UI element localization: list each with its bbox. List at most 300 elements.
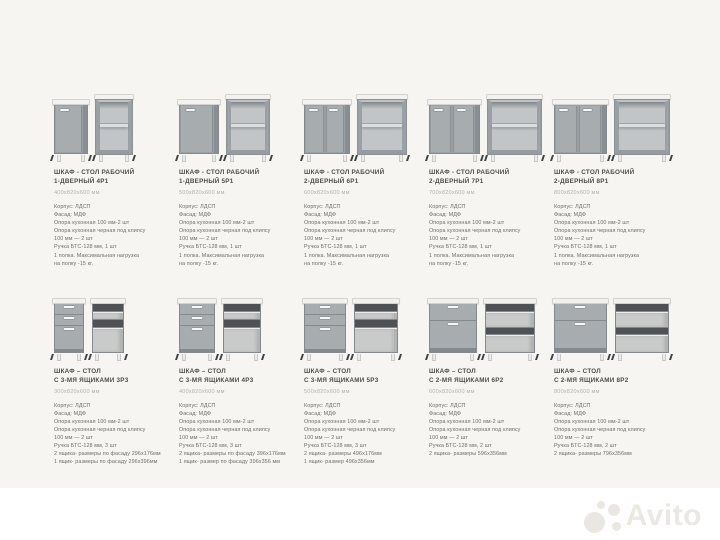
product-spec-line: Корпус: ЛДСП: [54, 203, 91, 210]
drawer-pulled-front: [486, 312, 534, 328]
cabinet-foot: [269, 155, 273, 161]
product-spec-line: Фасад: МДФ: [304, 211, 337, 218]
cabinet-foot: [124, 354, 128, 360]
cabinet-closed-figure: [429, 298, 477, 361]
product-title: [304, 367, 419, 386]
door-handle-icon: [559, 109, 568, 111]
drawer-handle-icon: [64, 306, 75, 308]
product-dimensions: 600х820х600 мм: [304, 189, 350, 196]
cabinet-side-panel: [83, 105, 87, 153]
cabinet-door: [431, 106, 451, 152]
cabinet-legs: [304, 353, 346, 361]
product-specs: [554, 402, 669, 459]
cabinet-leg: [230, 155, 234, 162]
cabinet-open-figure: [354, 298, 398, 361]
product-card: [179, 85, 294, 268]
drawer-front: [555, 304, 606, 320]
cabinet-legs: [615, 154, 669, 162]
cabinet-leg: [399, 155, 403, 162]
product-title-line2: С 3-МЯ ЯЩИКАМИ 5Р3: [304, 377, 379, 385]
cabinet-legs: [223, 353, 261, 361]
product-card: [304, 284, 419, 467]
cabinet-door: [326, 106, 345, 152]
product-spec-line: Опора кухонная черная под клипсу: [304, 228, 396, 235]
product-spec-line: на полку -15 кг.: [304, 260, 344, 267]
product-spec-line: Опора кухонная черная под клипсу: [54, 228, 146, 235]
door-handle-icon: [329, 109, 338, 111]
cabinet-leg: [662, 155, 666, 162]
product-title: [429, 367, 544, 386]
drawer-front: [430, 321, 476, 348]
cabinet-leg: [262, 155, 266, 162]
cabinet-legs: [354, 353, 398, 361]
cabinet-foot: [669, 155, 673, 161]
product-card: [554, 284, 669, 467]
cabinet-leg: [117, 354, 121, 361]
product-spec-line: Опора кухонная черная под клипсу: [179, 426, 271, 433]
cabinet-foot: [223, 155, 227, 161]
product-spec-line: 100 мм — 2 шт: [429, 435, 468, 442]
drawer-pulled-front: [224, 312, 260, 320]
product-spec-line: Ручка БТС-128 мм, 1 шт: [179, 244, 242, 251]
cabinet-leg: [432, 354, 436, 361]
product-card: [554, 85, 669, 268]
cabinet-legs: [554, 154, 607, 162]
product-spec-line: 2 ящика- размеры 796х356мм: [554, 451, 632, 458]
product-spec-line: Опора кухонная черная под клипсу: [179, 228, 271, 235]
cabinet-foot: [261, 354, 265, 360]
cabinet-open-figure: [615, 298, 669, 361]
cabinet-open-figure: [96, 94, 132, 162]
drawer-opening: [93, 304, 123, 311]
drawer-opening: [93, 320, 123, 327]
cabinet-leg: [182, 354, 186, 361]
cabinet-closed-figure: [54, 99, 88, 162]
drawer-opening: [616, 304, 668, 311]
product-title-line2: 2-ДВЕРНЫЙ 7Р1: [429, 178, 484, 186]
cabinet-leg: [254, 354, 258, 361]
drawer-pulled-front: [224, 328, 260, 351]
product-title-line2: С 3-МЯ ЯЩИКАМИ 3Р3: [54, 377, 129, 385]
drawer-front: [430, 304, 476, 320]
product-spec-line: 1 полка. Максимальная нагрузка: [554, 252, 640, 259]
drawer-opening: [486, 328, 534, 334]
product-spec-line: Корпус: ЛДСП: [304, 402, 341, 409]
product-card: [429, 284, 544, 467]
cabinet-closed-figure: [179, 298, 215, 361]
product-spec-line: 100 мм — 2 шт: [304, 435, 343, 442]
cabinet-leg: [600, 155, 604, 162]
product-card: [179, 284, 294, 467]
cabinet-leg: [339, 354, 343, 361]
product-title: [54, 168, 169, 187]
product-spec-line: Опора кухонная черная под клипсу: [54, 426, 146, 433]
drawer-front: [55, 326, 83, 349]
product-spec-line: Ручка БТС-128 мм, 2 шт: [429, 443, 492, 450]
cabinet-open-figure: [358, 94, 406, 162]
cabinet-carcass: [488, 100, 541, 154]
drawer-opening: [616, 328, 668, 334]
cabinet-leg: [182, 155, 186, 162]
product-title: [304, 168, 419, 187]
product-dimensions: 600х820х600 мм: [429, 388, 475, 395]
product-spec-line: Фасад: МДФ: [429, 211, 462, 218]
drawer-handle-icon: [64, 328, 75, 330]
product-spec-line: 1 ящик- размер по фасаду 396х356 мм: [179, 459, 281, 466]
cabinet-leg: [57, 155, 61, 162]
cabinet-legs: [485, 353, 535, 361]
cabinet-carcass: [227, 100, 269, 154]
cabinet-body: [554, 105, 607, 154]
product-spec-line: 1 полка. Максимальная нагрузка: [429, 252, 515, 259]
drawer-opening: [224, 304, 260, 311]
product-spec-line: Опора кухонная 100 мм-2 шт: [304, 220, 380, 227]
product-spec-line: Ручка БТС-128 мм, 1 шт: [304, 244, 367, 251]
cabinet-closed-figure: [54, 298, 84, 361]
cabinet-open-figure: [485, 298, 535, 361]
product-specs: [54, 402, 169, 467]
cabinet-open-figure: [223, 298, 261, 361]
drawer-stack: [429, 304, 477, 353]
cabinet-legs: [179, 353, 215, 361]
cabinet-leg: [618, 354, 622, 361]
drawer-pulled-front: [616, 312, 668, 328]
cabinet-shelf: [231, 123, 265, 127]
drawer-handle-icon: [64, 317, 75, 319]
cabinet-legs: [179, 154, 219, 162]
product-specs: [554, 203, 669, 268]
product-title-line1: ШКАФ - СТОЛ РАБОЧИЙ: [429, 169, 510, 176]
avito-watermark: [584, 499, 702, 533]
cabinet-leg: [361, 155, 365, 162]
product-specs: [304, 203, 419, 268]
product-spec-line: Опора кухонная 100 мм-2 шт: [54, 418, 130, 425]
cabinet-shelf: [362, 123, 402, 127]
product-spec-line: Фасад: МДФ: [554, 410, 587, 417]
cabinet-foot: [219, 354, 223, 360]
product-dimensions: 500х820х600 мм: [304, 388, 350, 395]
cabinet-legs: [358, 154, 406, 162]
cabinet-leg: [618, 155, 622, 162]
drawer-handle-icon: [320, 306, 331, 308]
product-spec-line: 2 ящика- размеры 496х176мм: [304, 451, 382, 458]
cabinet-foot: [354, 155, 358, 161]
cabinet-open-figure: [488, 94, 541, 162]
drawer-stack: [54, 304, 84, 353]
cabinet-foot: [611, 155, 615, 161]
product-spec-line: 100 мм — 2 шт: [554, 435, 593, 442]
product-title-line1: ШКАФ - СТОЛ РАБОЧИЙ: [179, 169, 260, 176]
footer-band: [0, 488, 720, 540]
product-spec-line: 100 мм — 2 шт: [304, 236, 343, 243]
cabinet-foot: [50, 155, 54, 161]
product-spec-line: Опора кухонная 100 мм-2 шт: [554, 220, 630, 227]
door-handle-icon: [186, 109, 195, 111]
cabinet-foot: [607, 155, 611, 161]
product-spec-line: на полку -15 кг.: [179, 260, 219, 267]
avito-logo-icon: [584, 500, 621, 533]
product-spec-line: Фасад: МДФ: [554, 211, 587, 218]
cabinet-foot: [300, 354, 304, 360]
door-handle-icon: [309, 109, 318, 111]
product-dimensions: 300х820х600 мм: [54, 388, 100, 395]
product-spec-line: Опора кухонная 100 мм-2 шт: [179, 220, 255, 227]
cabinet-legs: [96, 154, 132, 162]
product-spec-line: Корпус: ЛДСП: [554, 402, 591, 409]
product-spec-line: Опора кухонная 100 мм-2 шт: [429, 418, 505, 425]
cabinet-leg: [307, 155, 311, 162]
product-spec-line: Опора кухонная 100 мм-2 шт: [429, 220, 505, 227]
cabinet-open-figure: [227, 94, 269, 162]
cabinet-legs: [488, 154, 541, 162]
product-title: [179, 168, 294, 187]
product-spec-line: Опора кухонная черная под клипсу: [554, 426, 646, 433]
product-title-line1: ШКАФ - СТОЛ РАБОЧИЙ: [54, 169, 135, 176]
product-spec-line: 1 ящик- размер 496х356мм: [304, 459, 375, 466]
product-spec-line: Корпус: ЛДСП: [179, 402, 216, 409]
product-spec-line: Опора кухонная черная под клипсу: [304, 426, 396, 433]
cabinet-legs: [227, 154, 269, 162]
cabinet-foot: [175, 155, 179, 161]
product-spec-line: Корпус: ЛДСП: [179, 203, 216, 210]
cabinet-carcass: [96, 100, 132, 154]
product-spec-line: Опора кухонная черная под клипсу: [429, 426, 521, 433]
product-dimensions: 700х820х600 мм: [429, 189, 475, 196]
product-title-line1: ШКАФ - СТОЛ РАБОЧИЙ: [554, 169, 635, 176]
product-spec-line: 1 полка. Максимальная нагрузка: [54, 252, 140, 259]
product-spec-line: Опора кухонная 100 мм-2 шт: [554, 418, 630, 425]
product-illustration: [304, 85, 419, 162]
cabinet-leg: [491, 155, 495, 162]
product-card: [304, 85, 419, 268]
product-spec-line: Корпус: ЛДСП: [429, 203, 466, 210]
cabinet-foot: [550, 354, 554, 360]
product-spec-line: 2 ящика- размеры по фасаду 396х176мм: [179, 451, 286, 458]
door-handle-icon: [434, 109, 443, 111]
drawer-handle-icon: [448, 306, 459, 308]
cabinet-leg: [557, 155, 561, 162]
cabinet-leg: [226, 354, 230, 361]
drawer-handle-icon: [192, 306, 203, 308]
drawer-handle-icon: [320, 317, 331, 319]
product-title-line2: 1-ДВЕРНЫЙ 5Р1: [179, 178, 234, 186]
product-spec-line: Ручка БТС-128 мм, 1 шт: [54, 244, 117, 251]
cabinet-leg: [662, 354, 666, 361]
product-title-line2: С 2-МЯ ЯЩИКАМИ 6Р2: [429, 377, 504, 385]
drawer-handle-icon: [575, 323, 586, 325]
cabinet-foot: [425, 155, 429, 161]
drawer-front: [555, 321, 606, 348]
cabinet-foot: [535, 354, 539, 360]
cabinet-leg: [557, 354, 561, 361]
cabinet-legs: [429, 353, 477, 361]
cabinet-foot: [481, 354, 485, 360]
door-handle-icon: [583, 109, 592, 111]
product-title-line1: ШКАФ – СТОЛ: [54, 367, 101, 375]
product-spec-line: 1 полка. Максимальная нагрузка: [179, 252, 265, 259]
cabinet-closed-figure: [554, 99, 607, 162]
cabinet-foot: [50, 354, 54, 360]
cabinet-leg: [81, 155, 85, 162]
cabinet-open-figure: [615, 94, 669, 162]
product-dimensions: 800х820х600 мм: [554, 388, 600, 395]
product-spec-line: 100 мм — 2 шт: [554, 236, 593, 243]
product-spec-line: 100 мм — 2 шт: [429, 236, 468, 243]
product-spec-line: Корпус: ЛДСП: [304, 203, 341, 210]
cabinet-shelf: [492, 123, 537, 127]
product-spec-line: 2 ящика- размеры 596х356мм: [429, 451, 507, 458]
cabinet-body: [54, 105, 88, 154]
cabinet-foot: [300, 155, 304, 161]
drawer-stack: [92, 304, 124, 353]
avito-wordmark: Avito: [625, 499, 702, 532]
cabinet-leg: [77, 354, 81, 361]
drawer-front: [305, 315, 345, 325]
cabinet-leg: [473, 155, 477, 162]
product-illustration: [429, 85, 544, 162]
product-spec-line: Ручка БТС-128 мм, 3 шт: [54, 443, 117, 450]
cabinet-carcass: [615, 100, 669, 154]
cabinet-leg: [307, 354, 311, 361]
cabinet-legs: [615, 353, 669, 361]
drawer-stack: [615, 304, 669, 353]
cabinet-leg: [470, 354, 474, 361]
cabinet-side-panel: [345, 105, 349, 153]
product-spec-line: Фасад: МДФ: [179, 211, 212, 218]
cabinet-closed-figure: [429, 99, 480, 162]
product-illustration: [554, 85, 669, 162]
cabinet-leg: [488, 354, 492, 361]
product-card: [429, 85, 544, 268]
drawer-pulled-front: [616, 335, 668, 352]
cabinet-open-figure: [92, 298, 124, 361]
product-title-line2: 2-ДВЕРНЫЙ 6Р1: [304, 178, 359, 186]
cabinet-shelf: [619, 123, 665, 127]
product-illustration: [179, 284, 294, 361]
product-title-line2: 1-ДВЕРНЫЙ 4Р1: [54, 178, 109, 186]
product-dimensions: 400х820х600 мм: [179, 388, 225, 395]
drawer-handle-icon: [320, 328, 331, 330]
drawer-front: [305, 304, 345, 314]
cabinet-side-panel: [214, 105, 218, 153]
drawer-stack: [485, 304, 535, 353]
drawer-opening: [486, 304, 534, 311]
product-title-line2: С 3-МЯ ЯЩИКАМИ 4Р3: [179, 377, 254, 385]
product-title-line1: ШКАФ – СТОЛ: [554, 367, 601, 375]
cabinet-legs: [304, 154, 350, 162]
product-illustration: [54, 284, 169, 361]
product-spec-line: Опора кухонная 100 мм-2 шт: [304, 418, 380, 425]
cabinet-leg: [208, 354, 212, 361]
product-spec-line: Фасад: МДФ: [179, 410, 212, 417]
cabinet-leg: [528, 354, 532, 361]
drawer-pulled-front: [93, 328, 123, 351]
product-spec-line: Ручка БТС-128 мм, 3 шт: [179, 443, 242, 450]
cabinet-foot: [669, 354, 673, 360]
product-spec-line: 100 мм — 2 шт: [179, 435, 218, 442]
product-title-line2: С 2-МЯ ЯЩИКАМИ 8Р2: [554, 377, 629, 385]
drawer-pulled-front: [93, 312, 123, 320]
product-spec-line: Ручка БТС-128 мм, 1 шт: [429, 244, 492, 251]
product-illustration: [304, 284, 419, 361]
cabinet-foot: [406, 155, 410, 161]
cabinet-legs: [54, 154, 88, 162]
cabinet-closed-figure: [554, 298, 607, 361]
cabinet-body: [304, 105, 350, 154]
product-specs: [179, 402, 294, 467]
product-spec-line: Ручка БТС-128 мм, 3 шт: [304, 443, 367, 450]
cabinet-closed-figure: [179, 99, 219, 162]
cabinet-leg: [57, 354, 61, 361]
cabinet-leg: [391, 354, 395, 361]
product-title: [554, 367, 669, 386]
product-illustration: [179, 85, 294, 162]
drawer-handle-icon: [192, 317, 203, 319]
cabinet-legs: [554, 353, 607, 361]
cabinet-leg: [432, 155, 436, 162]
cabinet-door: [579, 106, 601, 152]
product-spec-line: 100 мм — 2 шт: [179, 236, 218, 243]
cabinet-leg: [600, 354, 604, 361]
cabinet-leg: [343, 155, 347, 162]
cabinet-foot: [607, 354, 611, 360]
drawer-front: [305, 326, 345, 349]
product-spec-line: 2 ящика- размеры по фасаду 296х176мм: [54, 451, 161, 458]
product-spec-line: Корпус: ЛДСП: [429, 402, 466, 409]
cabinet-foot: [425, 354, 429, 360]
cabinet-door: [306, 106, 324, 152]
drawer-opening: [355, 320, 397, 327]
product-spec-line: 1 ящик- размеры по фасаду 296х396мм: [54, 459, 158, 466]
drawer-handle-icon: [192, 328, 203, 330]
cabinet-foot: [92, 155, 96, 161]
drawer-front: [180, 326, 214, 349]
cabinet-door: [181, 106, 213, 152]
cabinet-foot: [484, 155, 488, 161]
cabinet-foot: [132, 155, 136, 161]
product-specs: [429, 402, 544, 459]
cabinet-carcass: [358, 100, 406, 154]
cabinet-foot: [611, 354, 615, 360]
product-spec-line: Фасад: МДФ: [54, 211, 87, 218]
product-specs: [54, 203, 169, 268]
cabinet-leg: [357, 354, 361, 361]
door-handle-icon: [457, 109, 466, 111]
drawer-handle-icon: [448, 323, 459, 325]
product-title: [179, 367, 294, 386]
cabinet-foot: [350, 354, 354, 360]
product-spec-line: Опора кухонная 100 мм-2 шт: [54, 220, 130, 227]
cabinet-leg: [95, 354, 99, 361]
cabinet-shelf: [100, 123, 128, 127]
product-specs: [179, 203, 294, 268]
product-spec-line: Опора кухонная черная под клипсу: [554, 228, 646, 235]
cabinet-legs: [92, 353, 124, 361]
product-title-line1: ШКАФ – СТОЛ: [179, 367, 226, 375]
product-spec-line: 1 полка. Максимальная нагрузка: [304, 252, 390, 259]
product-title-line1: ШКАФ – СТОЛ: [429, 367, 476, 375]
product-card: [54, 85, 169, 268]
product-dimensions: 400х820х600 мм: [54, 189, 100, 196]
drawer-opening: [224, 320, 260, 327]
drawer-stack: [223, 304, 261, 353]
product-spec-line: Опора кухонная черная под клипсу: [429, 228, 521, 235]
cabinet-foot: [541, 155, 545, 161]
product-title: [54, 367, 169, 386]
cabinet-foot: [550, 155, 554, 161]
cabinet-foot: [175, 354, 179, 360]
drawer-front: [180, 304, 214, 314]
